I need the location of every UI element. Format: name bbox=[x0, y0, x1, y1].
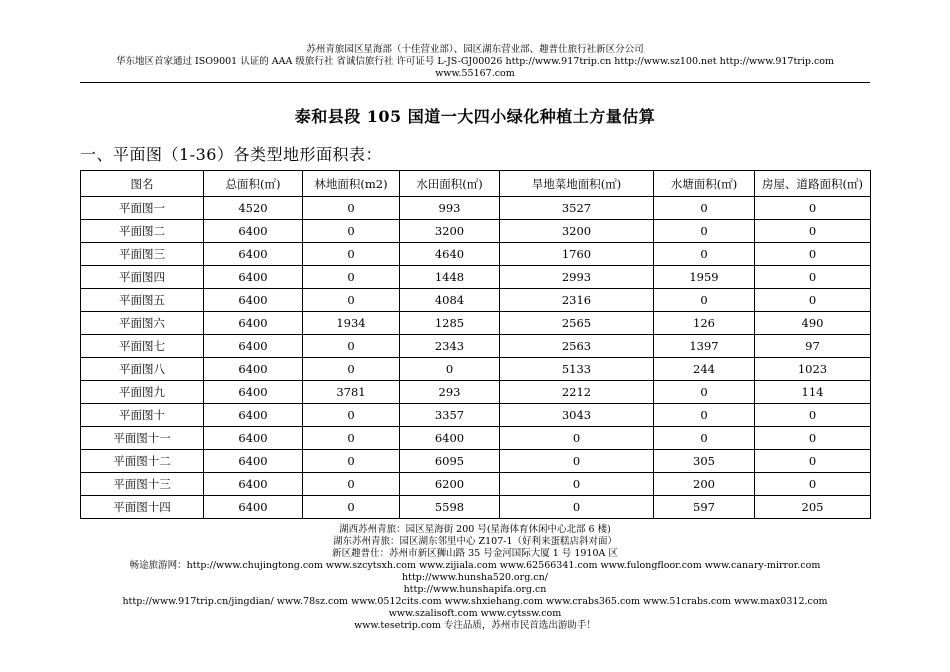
area-table-container bbox=[80, 170, 870, 519]
cell-name: 平面图四 bbox=[81, 266, 204, 289]
cell-name: 平面图十四 bbox=[81, 496, 204, 519]
table-body bbox=[81, 197, 871, 519]
cell-dryland-area: 2316 bbox=[500, 289, 654, 312]
cell-pond-area: 126 bbox=[654, 312, 755, 335]
cell-pond-area: 0 bbox=[654, 381, 755, 404]
document-title: 泰和县段 105 国道一大四小绿化种植土方量估算 bbox=[294, 107, 656, 126]
cell-name: 平面图十一 bbox=[81, 427, 204, 450]
cell-pond-area: 1959 bbox=[654, 266, 755, 289]
section-heading: 一、平面图（1-36）各类型地形面积表： bbox=[80, 145, 382, 164]
col-header-total-area: 总面积(㎡) bbox=[204, 171, 303, 197]
cell-dryland-area: 5133 bbox=[500, 358, 654, 381]
table-row bbox=[81, 358, 871, 381]
cell-dryland-area: 3527 bbox=[500, 197, 654, 220]
cell-pond-area: 0 bbox=[654, 289, 755, 312]
cell-dryland-area: 3043 bbox=[500, 404, 654, 427]
cell-pond-area: 0 bbox=[654, 197, 755, 220]
table-row bbox=[81, 289, 871, 312]
area-table bbox=[80, 170, 871, 519]
cell-dryland-area: 0 bbox=[500, 473, 654, 496]
cell-forest-area: 0 bbox=[303, 243, 400, 266]
cell-name: 平面图五 bbox=[81, 289, 204, 312]
cell-total-area: 6400 bbox=[204, 358, 303, 381]
table-row bbox=[81, 473, 871, 496]
cell-forest-area: 1934 bbox=[303, 312, 400, 335]
table-row bbox=[81, 335, 871, 358]
cell-name: 平面图三 bbox=[81, 243, 204, 266]
cell-dryland-area: 0 bbox=[500, 427, 654, 450]
table-row bbox=[81, 243, 871, 266]
cell-paddy-area: 6200 bbox=[400, 473, 500, 496]
cell-total-area: 6400 bbox=[204, 496, 303, 519]
letterhead-line-3: www.55167.com bbox=[435, 68, 515, 79]
cell-forest-area: 0 bbox=[303, 496, 400, 519]
cell-dryland-area: 0 bbox=[500, 496, 654, 519]
cell-forest-area: 0 bbox=[303, 220, 400, 243]
cell-building-road-area: 0 bbox=[755, 220, 871, 243]
cell-paddy-area: 4084 bbox=[400, 289, 500, 312]
cell-paddy-area: 2343 bbox=[400, 335, 500, 358]
col-header-paddy-area: 水田面积(㎡) bbox=[400, 171, 500, 197]
cell-name: 平面图一 bbox=[81, 197, 204, 220]
table-row bbox=[81, 220, 871, 243]
cell-forest-area: 3781 bbox=[303, 381, 400, 404]
cell-name: 平面图九 bbox=[81, 381, 204, 404]
cell-dryland-area: 2565 bbox=[500, 312, 654, 335]
footer-line-7: www.tesetrip.com 专注品质，苏州市民首选出游助手！ bbox=[354, 620, 596, 631]
table-row bbox=[81, 197, 871, 220]
letterhead bbox=[90, 44, 860, 80]
cell-forest-area: 0 bbox=[303, 427, 400, 450]
footer bbox=[80, 524, 870, 632]
letterhead-line-1: 苏州青旅园区星海部（十佳营业部）、园区湖东营业部、趣普仕旅行社新区分公司 bbox=[306, 44, 644, 55]
table-row bbox=[81, 381, 871, 404]
cell-building-road-area: 490 bbox=[755, 312, 871, 335]
cell-building-road-area: 0 bbox=[755, 289, 871, 312]
cell-total-area: 4520 bbox=[204, 197, 303, 220]
cell-total-area: 6400 bbox=[204, 473, 303, 496]
cell-building-road-area: 0 bbox=[755, 404, 871, 427]
table-row bbox=[81, 312, 871, 335]
cell-total-area: 6400 bbox=[204, 381, 303, 404]
cell-paddy-area: 3200 bbox=[400, 220, 500, 243]
table-row bbox=[81, 496, 871, 519]
cell-total-area: 6400 bbox=[204, 312, 303, 335]
cell-total-area: 6400 bbox=[204, 335, 303, 358]
cell-paddy-area: 1448 bbox=[400, 266, 500, 289]
cell-building-road-area: 0 bbox=[755, 427, 871, 450]
cell-paddy-area: 5598 bbox=[400, 496, 500, 519]
table-row bbox=[81, 450, 871, 473]
cell-paddy-area: 1285 bbox=[400, 312, 500, 335]
col-header-dryland-area: 旱地菜地面积(㎡) bbox=[500, 171, 654, 197]
cell-name: 平面图七 bbox=[81, 335, 204, 358]
cell-pond-area: 200 bbox=[654, 473, 755, 496]
cell-total-area: 6400 bbox=[204, 289, 303, 312]
col-header-pond-area: 水塘面积(㎡) bbox=[654, 171, 755, 197]
footer-line-6: http://www.917trip.cn/jingdian/ www.78sz.com www.0512cits.com www.shxiehang.com www.crabs365.com www.51crabs.com www.max0312.com www.szalisoft.com www.cytssw.com bbox=[122, 596, 828, 619]
col-header-building-road-area: 房屋、道路面积(㎡) bbox=[755, 171, 871, 197]
cell-forest-area: 0 bbox=[303, 473, 400, 496]
cell-name: 平面图十二 bbox=[81, 450, 204, 473]
cell-name: 平面图二 bbox=[81, 220, 204, 243]
cell-total-area: 6400 bbox=[204, 220, 303, 243]
table-row bbox=[81, 266, 871, 289]
table-row bbox=[81, 427, 871, 450]
footer-line-4: 畅途旅游网：http://www.chujingtong.com www.szcytsxh.com www.zijiala.com www.62566341.com www.fulongfloor.com www.canary-mirror.com http://www.hunsha520.org.cn/ bbox=[129, 560, 821, 583]
cell-paddy-area: 0 bbox=[400, 358, 500, 381]
cell-pond-area: 0 bbox=[654, 243, 755, 266]
cell-building-road-area: 205 bbox=[755, 496, 871, 519]
cell-dryland-area: 2212 bbox=[500, 381, 654, 404]
cell-total-area: 6400 bbox=[204, 266, 303, 289]
table-header-row bbox=[81, 171, 871, 197]
cell-name: 平面图六 bbox=[81, 312, 204, 335]
footer-line-1: 湖西苏州青旅：园区星海街 200 号(星海体育休闲中心北部 6 楼) bbox=[339, 524, 611, 535]
cell-pond-area: 244 bbox=[654, 358, 755, 381]
cell-forest-area: 0 bbox=[303, 266, 400, 289]
footer-line-3: 新区趣普仕：苏州市新区狮山路 35 号金河国际大厦 1 号 1910A 区 bbox=[332, 548, 618, 559]
cell-pond-area: 0 bbox=[654, 404, 755, 427]
cell-total-area: 6400 bbox=[204, 404, 303, 427]
cell-dryland-area: 2563 bbox=[500, 335, 654, 358]
cell-building-road-area: 97 bbox=[755, 335, 871, 358]
cell-name: 平面图十 bbox=[81, 404, 204, 427]
cell-building-road-area: 0 bbox=[755, 450, 871, 473]
cell-paddy-area: 993 bbox=[400, 197, 500, 220]
table-row bbox=[81, 404, 871, 427]
cell-dryland-area: 1760 bbox=[500, 243, 654, 266]
cell-forest-area: 0 bbox=[303, 358, 400, 381]
cell-name: 平面图十三 bbox=[81, 473, 204, 496]
cell-pond-area: 1397 bbox=[654, 335, 755, 358]
col-header-name: 图名 bbox=[81, 171, 204, 197]
cell-dryland-area: 3200 bbox=[500, 220, 654, 243]
cell-total-area: 6400 bbox=[204, 450, 303, 473]
cell-forest-area: 0 bbox=[303, 450, 400, 473]
cell-forest-area: 0 bbox=[303, 335, 400, 358]
cell-building-road-area: 0 bbox=[755, 197, 871, 220]
cell-pond-area: 0 bbox=[654, 427, 755, 450]
cell-forest-area: 0 bbox=[303, 197, 400, 220]
cell-forest-area: 0 bbox=[303, 404, 400, 427]
cell-building-road-area: 114 bbox=[755, 381, 871, 404]
cell-total-area: 6400 bbox=[204, 427, 303, 450]
cell-pond-area: 0 bbox=[654, 220, 755, 243]
cell-paddy-area: 6095 bbox=[400, 450, 500, 473]
cell-paddy-area: 4640 bbox=[400, 243, 500, 266]
cell-dryland-area: 0 bbox=[500, 450, 654, 473]
cell-name: 平面图八 bbox=[81, 358, 204, 381]
cell-total-area: 6400 bbox=[204, 243, 303, 266]
cell-pond-area: 597 bbox=[654, 496, 755, 519]
cell-building-road-area: 0 bbox=[755, 243, 871, 266]
cell-paddy-area: 293 bbox=[400, 381, 500, 404]
cell-dryland-area: 2993 bbox=[500, 266, 654, 289]
cell-building-road-area: 1023 bbox=[755, 358, 871, 381]
cell-building-road-area: 0 bbox=[755, 266, 871, 289]
cell-pond-area: 305 bbox=[654, 450, 755, 473]
cell-paddy-area: 6400 bbox=[400, 427, 500, 450]
footer-line-2: 湖东苏州青旅：园区湖东邻里中心 Z107-1（好利来蛋糕店斜对面） bbox=[332, 536, 617, 547]
cell-paddy-area: 3357 bbox=[400, 404, 500, 427]
footer-line-5: http://www.hunshapifa.org.cn bbox=[403, 584, 547, 595]
cell-forest-area: 0 bbox=[303, 289, 400, 312]
letterhead-line-2: 华东地区首家通过 ISO9001 认证的 AAA 级旅行社 省诚信旅行社 许可证号 L-JS-GJ00026 http://www.917trip.cn http://www.sz100.net http://www.917trip.com bbox=[115, 56, 835, 67]
cell-building-road-area: 0 bbox=[755, 473, 871, 496]
header-divider bbox=[80, 82, 870, 83]
col-header-forest-area: 林地面积(m2) bbox=[303, 171, 400, 197]
